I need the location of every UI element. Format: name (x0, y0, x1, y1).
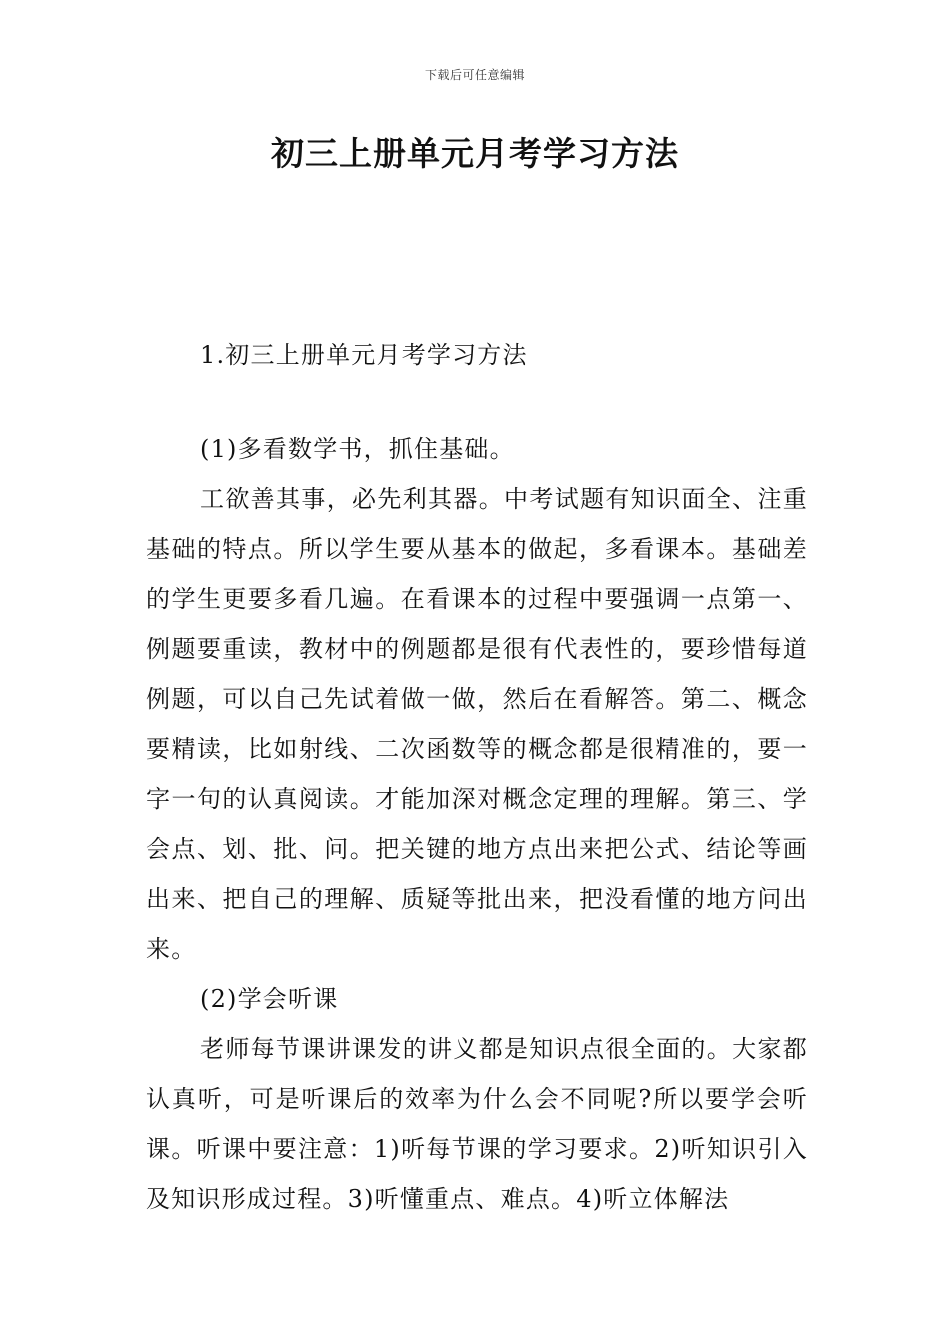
paragraph-1: 工欲善其事，必先利其器。中考试题有知识面全、注重基础的特点。所以学生要从基本的做起，多看课本。基础差的学生更要多看几遍。在看课本的过程中要强调一点第一、例题要重读，教材中的例题都是很有代表性的，要珍惜每道例题，可以自己先试着做一做，然后在看解答。第二、概念要精读，比如射线、二次函数等的概念都是很精准的，要一字一句的认真阅读。才能加深对概念定理的理解。第三、学会点、划、批、问。把关键的地方点出来把公式、结论等画出来、把自己的理解、质疑等批出来，把没看懂的地方问出来。 (146, 485, 808, 963)
header-note: 下载后可任意编辑 (424, 68, 525, 82)
section-heading: 1.初三上册单元月考学习方法 (200, 341, 528, 369)
subsection-heading-1: (1)多看数学书，抓住基础。 (200, 435, 515, 463)
paragraph-2: 老师每节课讲课发的讲义都是知识点很全面的。大家都认真听，可是听课后的效率为什么会不同呢?所以要学会听课。听课中要注意：1)听每节课的学习要求。2)听知识引入及知识形成过程。3)听懂重点、难点。4)听立体解法 (146, 1035, 808, 1213)
page-title: 初三上册单元月考学习方法 (271, 134, 679, 173)
subsection-heading-2: (2)学会听课 (200, 985, 339, 1013)
document-body (146, 330, 808, 1224)
